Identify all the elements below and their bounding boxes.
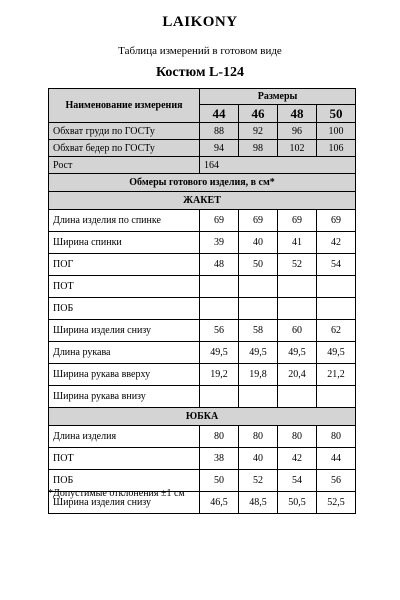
measurement-value: 49,5: [278, 342, 317, 364]
table-row: [49, 210, 356, 232]
measurement-name: Ширина изделия снизу: [49, 492, 200, 514]
measurement-value: [278, 386, 317, 408]
measurement-value: 60: [278, 320, 317, 342]
measurement-value: 58: [239, 320, 278, 342]
measurement-value: 56: [200, 320, 239, 342]
header-measurement-name: Наименование измерения: [49, 89, 200, 123]
measurement-value: 69: [239, 210, 278, 232]
brand-title: LAIKONY: [162, 14, 238, 30]
measurement-name: Обхват груди по ГОСТу: [49, 123, 200, 140]
measurement-value: [239, 386, 278, 408]
measurement-value: [317, 386, 356, 408]
table-row: [49, 157, 356, 174]
measurement-value: 69: [317, 210, 356, 232]
document-subtitle: Таблица измерений в готовом виде: [118, 45, 282, 57]
table-row: [49, 298, 356, 320]
measurement-table: [48, 88, 356, 514]
header-sizes: Размеры: [200, 89, 356, 105]
measurement-value: 49,5: [239, 342, 278, 364]
measurement-value: 50: [200, 470, 239, 492]
measurement-name: Длина изделия по спинке: [49, 210, 200, 232]
table-row: [49, 254, 356, 276]
height-value: 164: [200, 157, 356, 174]
measurement-value: 49,5: [317, 342, 356, 364]
measurement-name: Обхват бедер по ГОСТу: [49, 140, 200, 157]
size-header: 46: [239, 105, 278, 123]
measurement-name: Ширина рукава внизу: [49, 386, 200, 408]
table-row: [49, 232, 356, 254]
table-row: [49, 123, 356, 140]
measurement-value: 42: [317, 232, 356, 254]
measurement-value: 19,8: [239, 364, 278, 386]
section-jacket: ЖАКЕТ: [49, 192, 356, 210]
measurement-value: 96: [278, 123, 317, 140]
table-row: [49, 342, 356, 364]
measurement-value: 46,5: [200, 492, 239, 514]
measurement-name: ПОБ: [49, 470, 200, 492]
measurement-value: 42: [278, 448, 317, 470]
measurement-value: [239, 276, 278, 298]
table-row: [49, 140, 356, 157]
measurement-value: [239, 298, 278, 320]
measurement-value: [200, 276, 239, 298]
section-finished-measurements-row: [49, 174, 356, 192]
measurement-value: 106: [317, 140, 356, 157]
measurement-name: ПОТ: [49, 276, 200, 298]
measurement-value: 98: [239, 140, 278, 157]
measurement-value: 80: [278, 426, 317, 448]
measurement-value: [278, 298, 317, 320]
measurement-value: 92: [239, 123, 278, 140]
measurement-value: [317, 276, 356, 298]
measurement-value: 41: [278, 232, 317, 254]
measurement-value: 54: [278, 470, 317, 492]
size-header: 50: [317, 105, 356, 123]
measurement-value: 69: [278, 210, 317, 232]
measurement-value: 52: [239, 470, 278, 492]
measurement-value: 80: [239, 426, 278, 448]
measurement-value: 56: [317, 470, 356, 492]
measurement-value: 44: [317, 448, 356, 470]
measurement-value: 94: [200, 140, 239, 157]
measurement-name: Ширина рукава вверху: [49, 364, 200, 386]
measurement-value: 21,2: [317, 364, 356, 386]
size-header: 44: [200, 105, 239, 123]
measurement-value: 50,5: [278, 492, 317, 514]
footnote: *Допустимые отклонения ±1 см: [48, 488, 185, 499]
measurement-name: ПОГ: [49, 254, 200, 276]
measurement-value: [278, 276, 317, 298]
table-row: [49, 364, 356, 386]
measurement-value: 19,2: [200, 364, 239, 386]
measurement-value: 69: [200, 210, 239, 232]
table-row: [49, 448, 356, 470]
model-title: Костюм L-124: [155, 65, 245, 80]
measurement-value: [317, 298, 356, 320]
measurement-value: 50: [239, 254, 278, 276]
measurement-name: Ширина изделия снизу: [49, 320, 200, 342]
measurement-name: ПОТ: [49, 448, 200, 470]
measurement-value: 88: [200, 123, 239, 140]
measurement-value: 80: [200, 426, 239, 448]
measurement-value: 52,5: [317, 492, 356, 514]
section-jacket-row: [49, 192, 356, 210]
measurement-value: [200, 386, 239, 408]
measurement-value: 39: [200, 232, 239, 254]
table-header-row: [49, 89, 356, 105]
table-row: [49, 276, 356, 298]
measurement-name: ПОБ: [49, 298, 200, 320]
table-row: [49, 386, 356, 408]
section-finished-measurements: Обмеры готового изделия, в см*: [49, 174, 356, 192]
measurement-value: 40: [239, 448, 278, 470]
measurement-value: 54: [317, 254, 356, 276]
section-skirt: ЮБКА: [49, 408, 356, 426]
size-header: 48: [278, 105, 317, 123]
table-row: [49, 426, 356, 448]
measurement-value: 80: [317, 426, 356, 448]
measurement-value: 20,4: [278, 364, 317, 386]
measurement-value: 49,5: [200, 342, 239, 364]
measurement-value: 48: [200, 254, 239, 276]
measurement-name: Длина рукава: [49, 342, 200, 364]
measurement-name: Длина изделия: [49, 426, 200, 448]
measurement-value: 38: [200, 448, 239, 470]
measurement-value: 62: [317, 320, 356, 342]
measurement-value: 52: [278, 254, 317, 276]
measurement-value: [200, 298, 239, 320]
section-skirt-row: [49, 408, 356, 426]
measurement-value: 102: [278, 140, 317, 157]
measurement-value: 100: [317, 123, 356, 140]
measurement-name: Ширина спинки: [49, 232, 200, 254]
measurement-value: 40: [239, 232, 278, 254]
table-row: [49, 320, 356, 342]
measurement-name: Рост: [49, 157, 200, 174]
measurement-value: 48,5: [239, 492, 278, 514]
